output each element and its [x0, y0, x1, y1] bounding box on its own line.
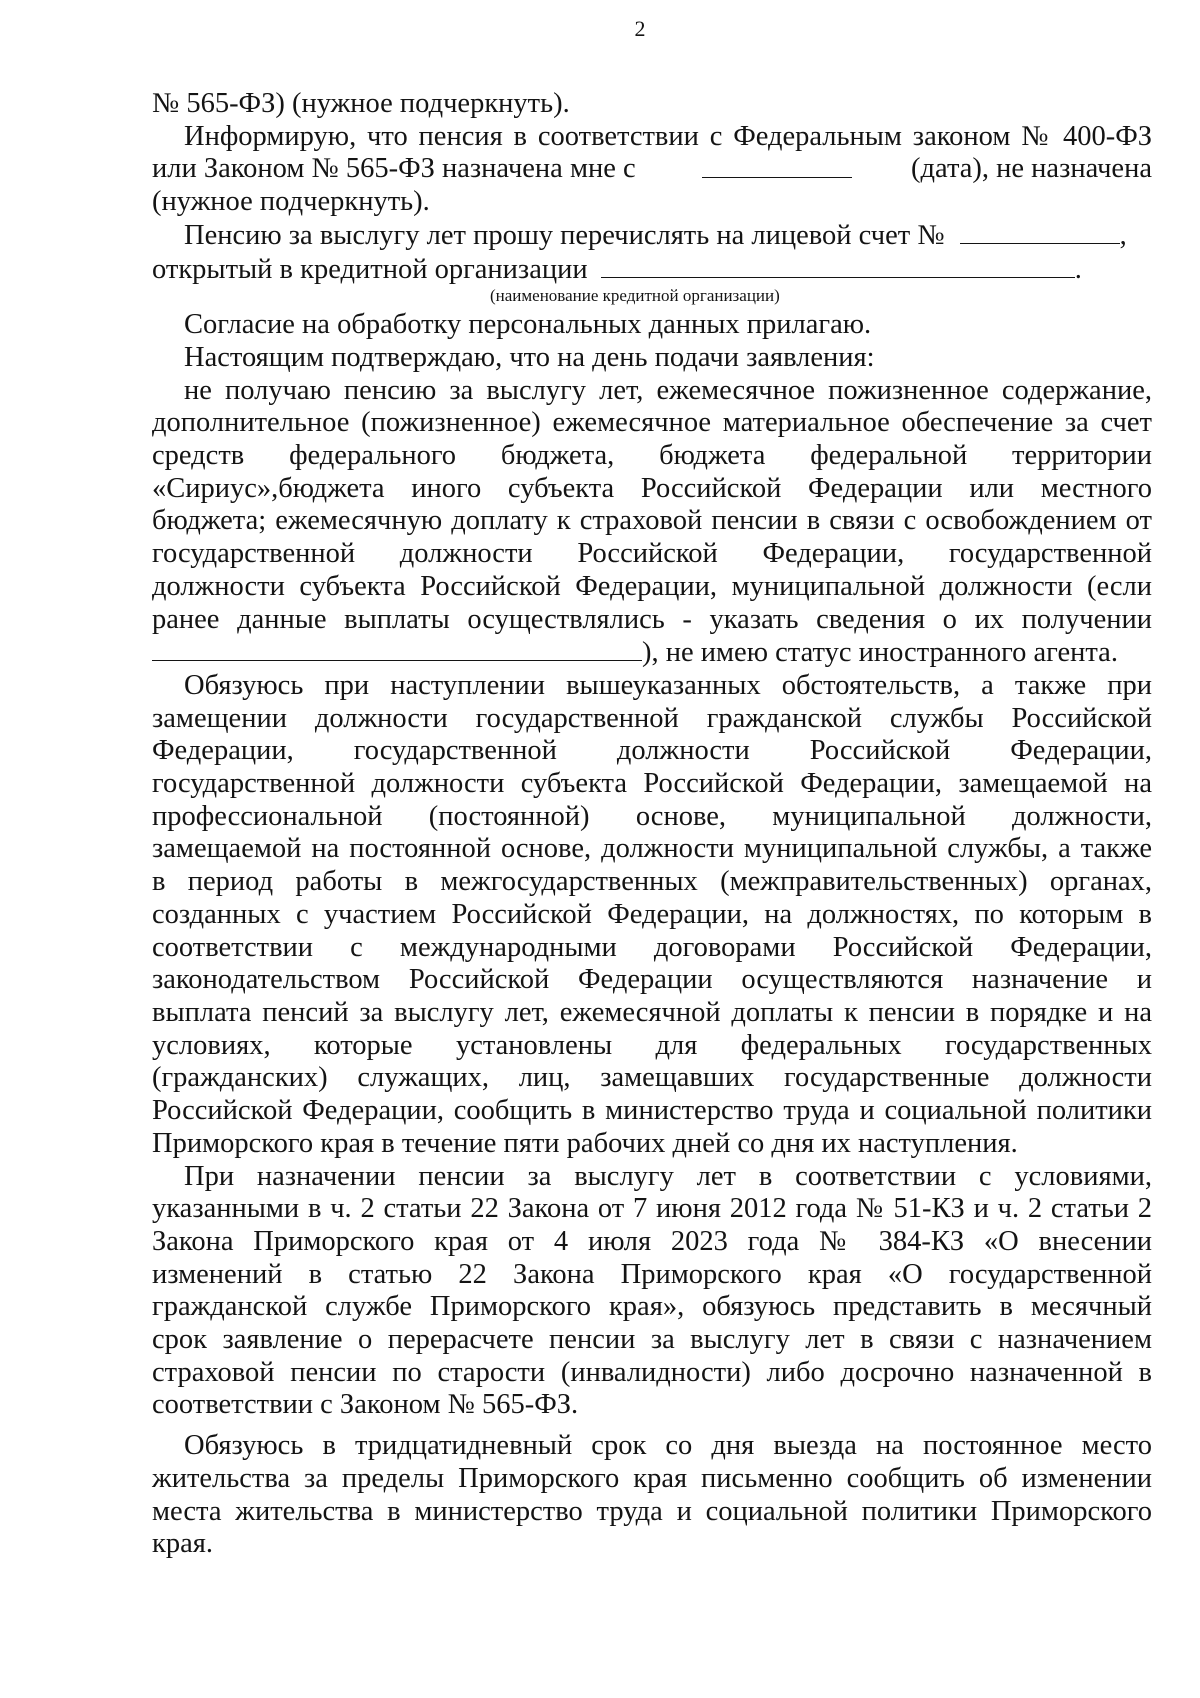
text-line-with-bank-blank	[152, 253, 1152, 287]
text-line: «Сириус»,бюджета иного субъекта Российской Федерации или местного	[152, 472, 1152, 504]
text-fragment: открытый в кредитной организации	[152, 253, 588, 285]
paragraph-confirm	[152, 342, 1152, 375]
text-line: Закона Приморского края от 4 июля 2023 года № 384-КЗ «О внесении	[152, 1225, 1152, 1257]
text-line: в период работы в межгосударственных (межправительственных) органах,	[152, 866, 1152, 898]
text-line: условиях, которые установлены для федеральных государственных	[152, 1029, 1152, 1061]
text-line: (нужное подчеркнуть).	[152, 186, 430, 218]
payment-info-blank	[152, 636, 642, 661]
text-line: соответствии с Законом № 565-ФЗ.	[152, 1389, 579, 1421]
text-line: замещаемой на постоянной основе, должности муниципальной службы, а также	[152, 833, 1152, 865]
text-line: Настоящим подтверждаю, что на день подачи заявления:	[184, 341, 875, 373]
text-fragment: ), не имею статус иностранного агента.	[642, 637, 1118, 669]
text-line: изменений в статью 22 Закона Приморского края «О государственной	[152, 1258, 1152, 1290]
paragraph-recalculation	[152, 1161, 1152, 1423]
document-body	[152, 88, 1152, 1561]
text-fragment: или Законом № 565-ФЗ назначена мне с	[152, 153, 636, 185]
text-line: выплата пенсий за выслугу лет, ежемесячной доплаты к пенсии в порядке и на	[152, 996, 1152, 1028]
text-line: края.	[152, 1528, 213, 1560]
paragraph-consent	[152, 309, 1152, 342]
text-line: Согласие на обработку персональных данных прилагаю.	[184, 309, 872, 341]
text-line: профессиональной (постоянной) основе, муниципальной должности,	[152, 800, 1152, 832]
text-line: указанными в ч. 2 статьи 22 Закона от 7 июня 2012 года № 51-КЗ и ч. 2 статьи 2	[152, 1193, 1152, 1225]
text-line: Обязуюсь при наступлении вышеуказанных обстоятельств, а также при	[184, 669, 1152, 701]
text-line: замещении должности государственной гражданской службы Российской	[152, 702, 1152, 734]
paragraph-obligation-notify	[152, 670, 1152, 1161]
text-line: гражданской службе Приморского края», обязуюсь представить в месячный	[152, 1291, 1152, 1323]
text-line: бюджета; ежемесячную доплату к страховой пенсии в связи с освобождением от	[152, 505, 1152, 537]
text-line: № 565-ФЗ) (нужное подчеркнуть).	[152, 88, 570, 119]
text-line: соответствии с международными договорами Российской Федерации,	[152, 931, 1152, 963]
text-line: созданных с участием Российской Федерации, на должностях, по которым в	[152, 898, 1152, 930]
text-fragment: ,	[1119, 219, 1127, 251]
text-line-with-info-blank	[152, 636, 1152, 670]
text-line: срок заявление о перерасчете пенсии за выслугу лет в связи с назначением	[152, 1324, 1152, 1356]
paragraph-relocation	[152, 1430, 1152, 1561]
text-line-with-date-blank	[152, 153, 1152, 186]
bank-name-blank	[601, 253, 1075, 278]
text-fragment: Пенсию за выслугу лет прошу перечислять на лицевой счет №	[184, 219, 945, 251]
paragraph-pension-info	[152, 121, 1152, 219]
text-fragment: .	[1074, 253, 1082, 285]
text-line: не получаю пенсию за выслугу лет, ежемесячное пожизненное содержание,	[184, 374, 1152, 406]
text-line: должности субъекта Российской Федерации, муниципальной должности (если	[152, 570, 1152, 602]
text-line: При назначении пенсии за выслугу лет в соответствии с условиями,	[184, 1160, 1152, 1192]
text-line: Информирую, что пенсия в соответствии с Федеральным законом № 400-ФЗ	[184, 120, 1152, 152]
paragraph-law-reference	[152, 88, 1152, 121]
paragraph-account	[152, 219, 1152, 306]
text-line-with-account-blank	[152, 219, 1152, 253]
text-line: места жительства в министерство труда и социальной политики Приморского	[152, 1495, 1152, 1527]
paragraph-not-receiving	[152, 375, 1152, 670]
page-number: 2	[634, 16, 646, 41]
text-line: жительства за пределы Приморского края письменно сообщить об изменении	[152, 1462, 1152, 1494]
text-line: Федерации, государственной должности Российской Федерации,	[152, 735, 1152, 767]
text-line: Обязуюсь в тридцатидневный срок со дня выезда на постоянное место	[184, 1430, 1152, 1462]
text-line: дополнительное (пожизненное) ежемесячное материальное обеспечение за счет	[152, 407, 1152, 439]
text-line: ранее данные выплаты осуществлялись - указать сведения о их получении	[152, 603, 1152, 635]
text-line: средств федерального бюджета, бюджета федеральной территории	[152, 440, 1152, 472]
text-line: Российской Федерации, сообщить в министерство труда и социальной политики	[152, 1095, 1152, 1127]
text-line: государственной должности Российской Федерации, государственной	[152, 538, 1152, 570]
date-blank	[702, 153, 852, 178]
text-fragment: (дата), не назначена	[911, 153, 1152, 185]
text-line: (гражданских) служащих, лиц, замещавших государственные должности	[152, 1062, 1152, 1094]
text-line: Приморского края в течение пяти рабочих дней со дня их наступления.	[152, 1127, 1018, 1159]
account-number-blank	[960, 219, 1120, 244]
bank-name-caption: (наименование кредитной организации)	[490, 286, 780, 306]
text-line: государственной должности субъекта Российской Федерации, замещаемой на	[152, 768, 1152, 800]
text-line: законодательством Российской Федерации осуществляются назначение и	[152, 964, 1152, 996]
text-line: страховой пенсии по старости (инвалидности) либо досрочно назначенной в	[152, 1356, 1152, 1388]
